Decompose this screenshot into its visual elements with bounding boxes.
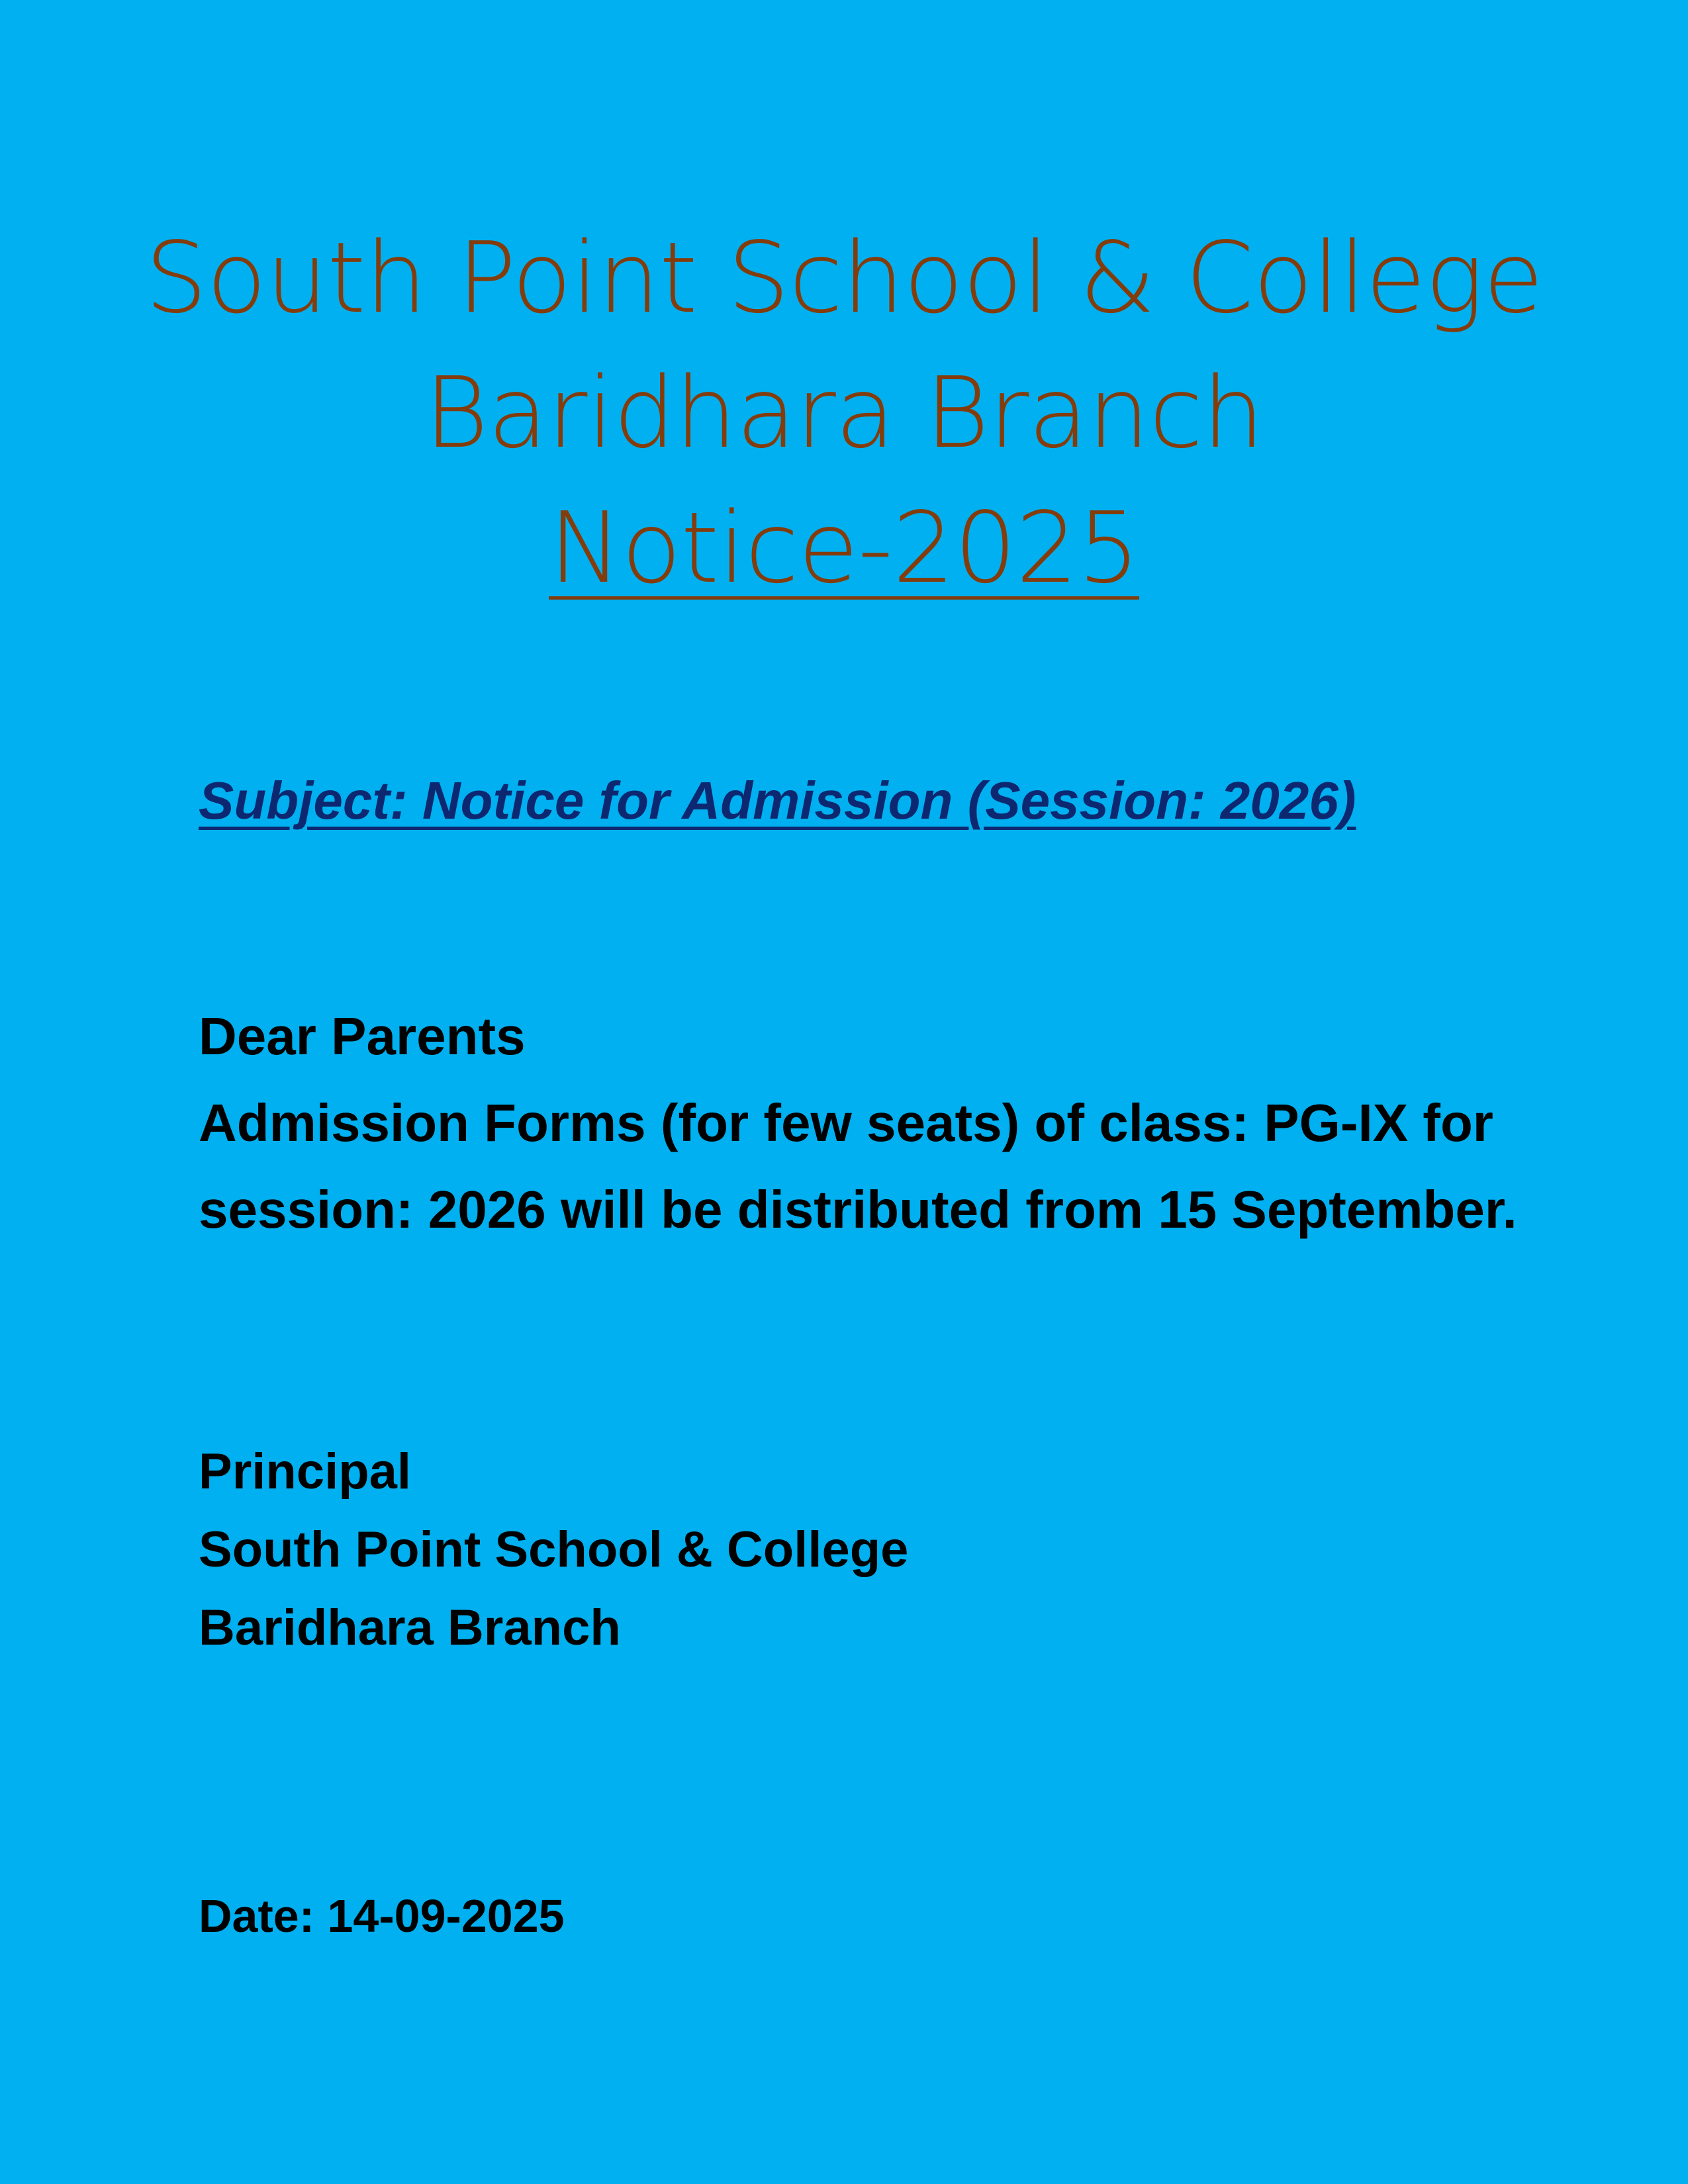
notice-paragraph: Admission Forms (for few seats) of class: PG-IX for session: 2026 will be distributed from 15 September.	[199, 1093, 1517, 1239]
salutation: Dear Parents	[199, 1007, 526, 1066]
notice-header	[0, 210, 1688, 615]
school-name: South Point School & College	[145, 221, 1543, 335]
signatory-institution: South Point School & College	[199, 1522, 909, 1578]
branch-name: Baridhara Branch	[424, 356, 1264, 470]
notice-subject: Subject: Notice for Admission (Session: 2026)	[199, 771, 1356, 830]
notice-date: Date: 14-09-2025	[199, 1890, 565, 1942]
signature-block	[199, 1433, 908, 1667]
notice-title: Notice-2025	[549, 491, 1139, 605]
signatory-title: Principal	[199, 1443, 411, 1500]
signatory-branch: Baridhara Branch	[199, 1600, 621, 1656]
notice-body	[199, 993, 1523, 1253]
